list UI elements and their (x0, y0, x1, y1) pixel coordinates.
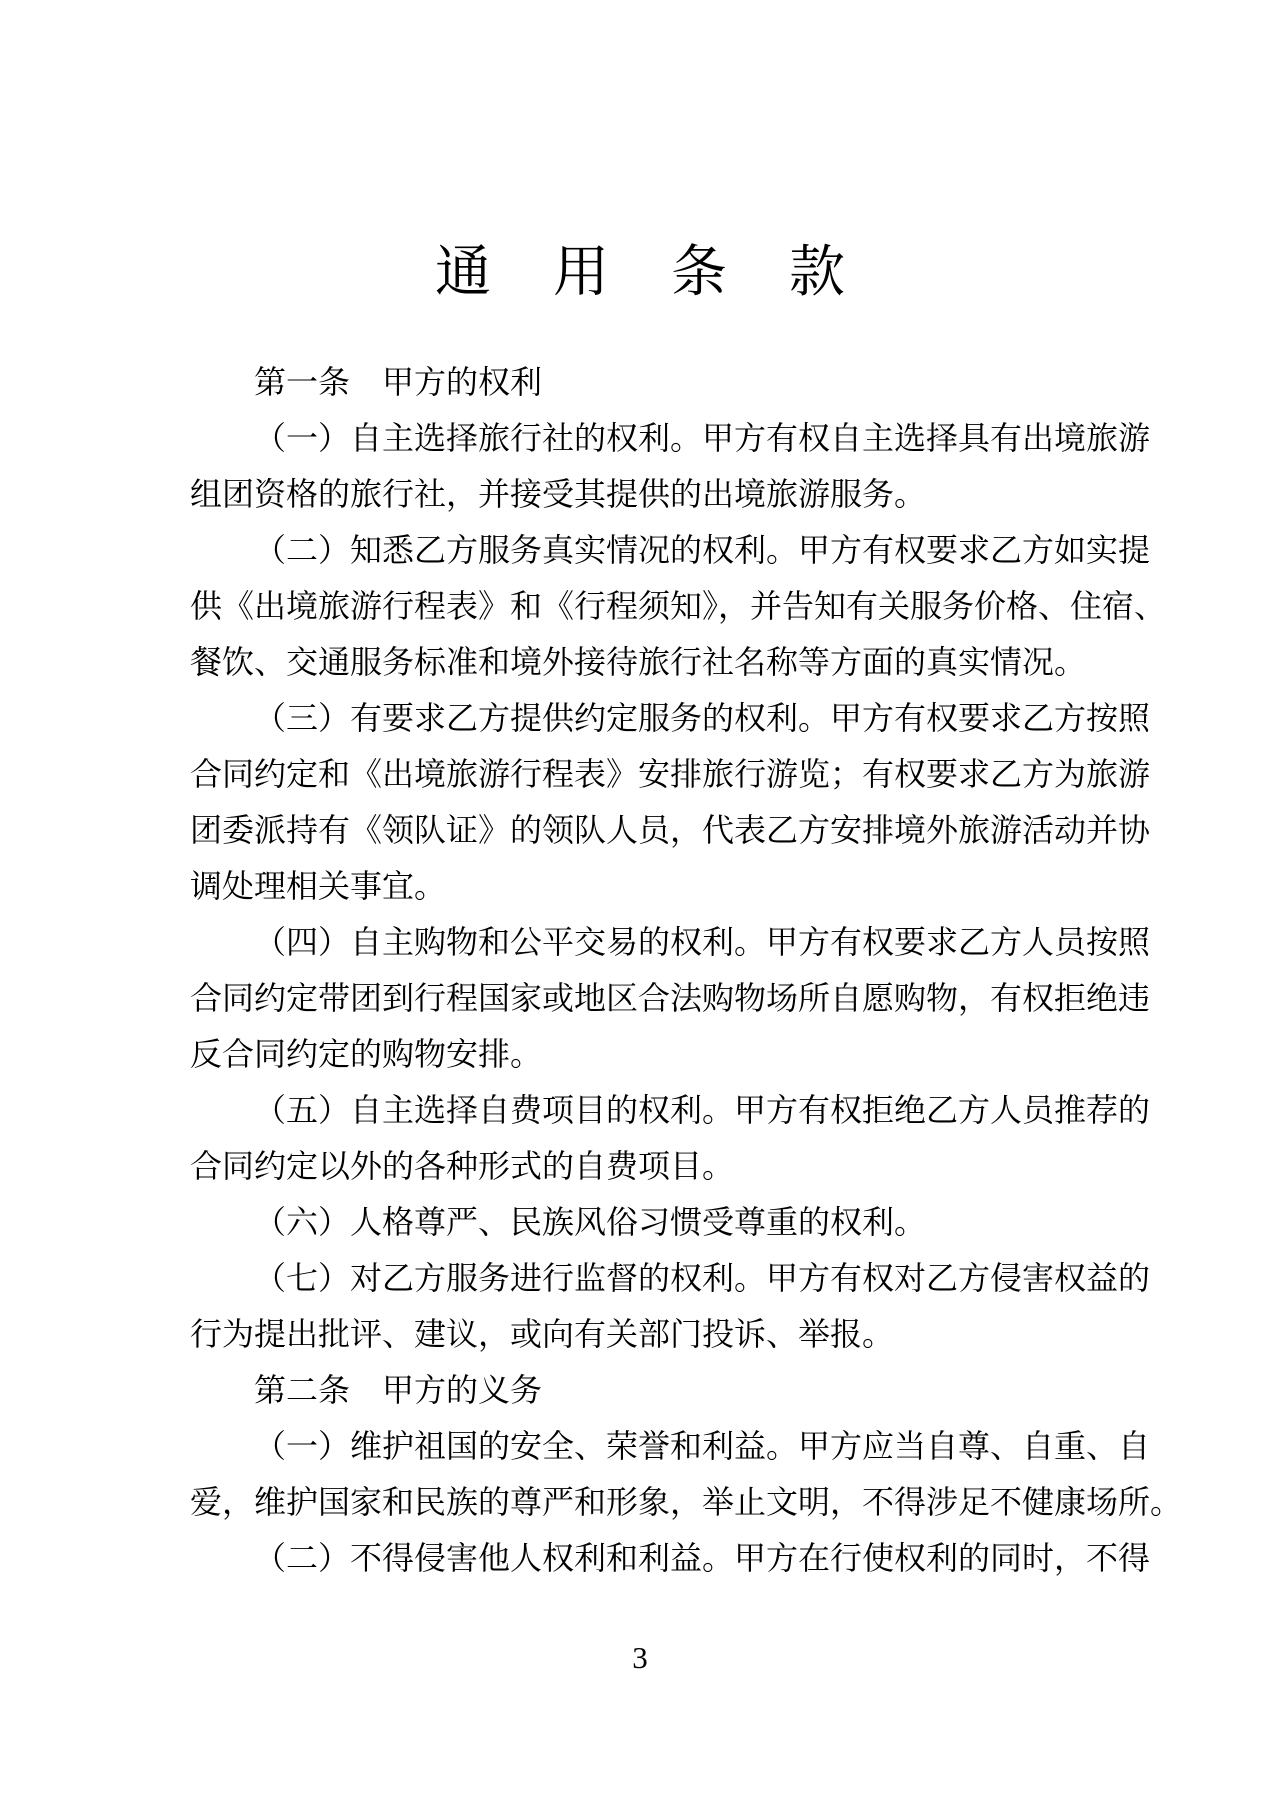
paragraph-line: （七）对乙方服务进行监督的权利。甲方有权对乙方侵害权益的 (254, 1260, 1151, 1296)
paragraph-line: 团委派持有《领队证》的领队人员，代表乙方安排境外旅游活动并协 (190, 812, 1151, 848)
paragraph-line: （五）自主选择自费项目的权利。甲方有权拒绝乙方人员推荐的 (254, 1092, 1151, 1128)
paragraph-line: （二）知悉乙方服务真实情况的权利。甲方有权要求乙方如实提 (254, 532, 1151, 568)
paragraph-line: 反合同约定的购物安排。 (190, 1036, 543, 1072)
paragraph-line: 行为提出批评、建议，或向有关部门投诉、举报。 (190, 1316, 895, 1352)
page-number: 3 (632, 1640, 648, 1675)
paragraph-line: （三）有要求乙方提供约定服务的权利。甲方有权要求乙方按照 (254, 700, 1151, 736)
paragraph-line: （一）维护祖国的安全、荣誉和利益。甲方应当自尊、自重、自 (254, 1428, 1151, 1464)
paragraph-line: 调处理相关事宜。 (190, 868, 447, 904)
article-heading: 第一条 甲方的权利 (254, 364, 543, 400)
document-body (190, 354, 1220, 1586)
paragraph-line: （一）自主选择旅行社的权利。甲方有权自主选择具有出境旅游 (254, 420, 1151, 456)
article-heading: 第二条 甲方的义务 (254, 1372, 543, 1408)
paragraph-line: （二）不得侵害他人权利和利益。甲方在行使权利的同时，不得 (254, 1540, 1151, 1576)
paragraph-line: 合同约定和《出境旅游行程表》安排旅行游览；有权要求乙方为旅游 (190, 756, 1151, 792)
paragraph-line: 合同约定以外的各种形式的自费项目。 (190, 1148, 735, 1184)
paragraph-line: 餐饮、交通服务标准和境外接待旅行社名称等方面的真实情况。 (190, 644, 1087, 680)
paragraph-line: 合同约定带团到行程国家或地区合法购物场所自愿购物，有权拒绝违 (190, 980, 1151, 1016)
paragraph-line: 供《出境旅游行程表》和《行程须知》，并告知有关服务价格、住宿、 (190, 588, 1167, 624)
paragraph-line: 组团资格的旅行社，并接受其提供的出境旅游服务。 (190, 476, 927, 512)
paragraph-line: （四）自主购物和公平交易的权利。甲方有权要求乙方人员按照 (254, 924, 1151, 960)
paragraph-line: （六）人格尊严、民族风俗习惯受尊重的权利。 (254, 1204, 927, 1240)
document-title: 通用条款 (435, 240, 907, 303)
paragraph-line: 爱，维护国家和民族的尊严和形象，举止文明，不得涉足不健康场所。 (190, 1484, 1183, 1520)
